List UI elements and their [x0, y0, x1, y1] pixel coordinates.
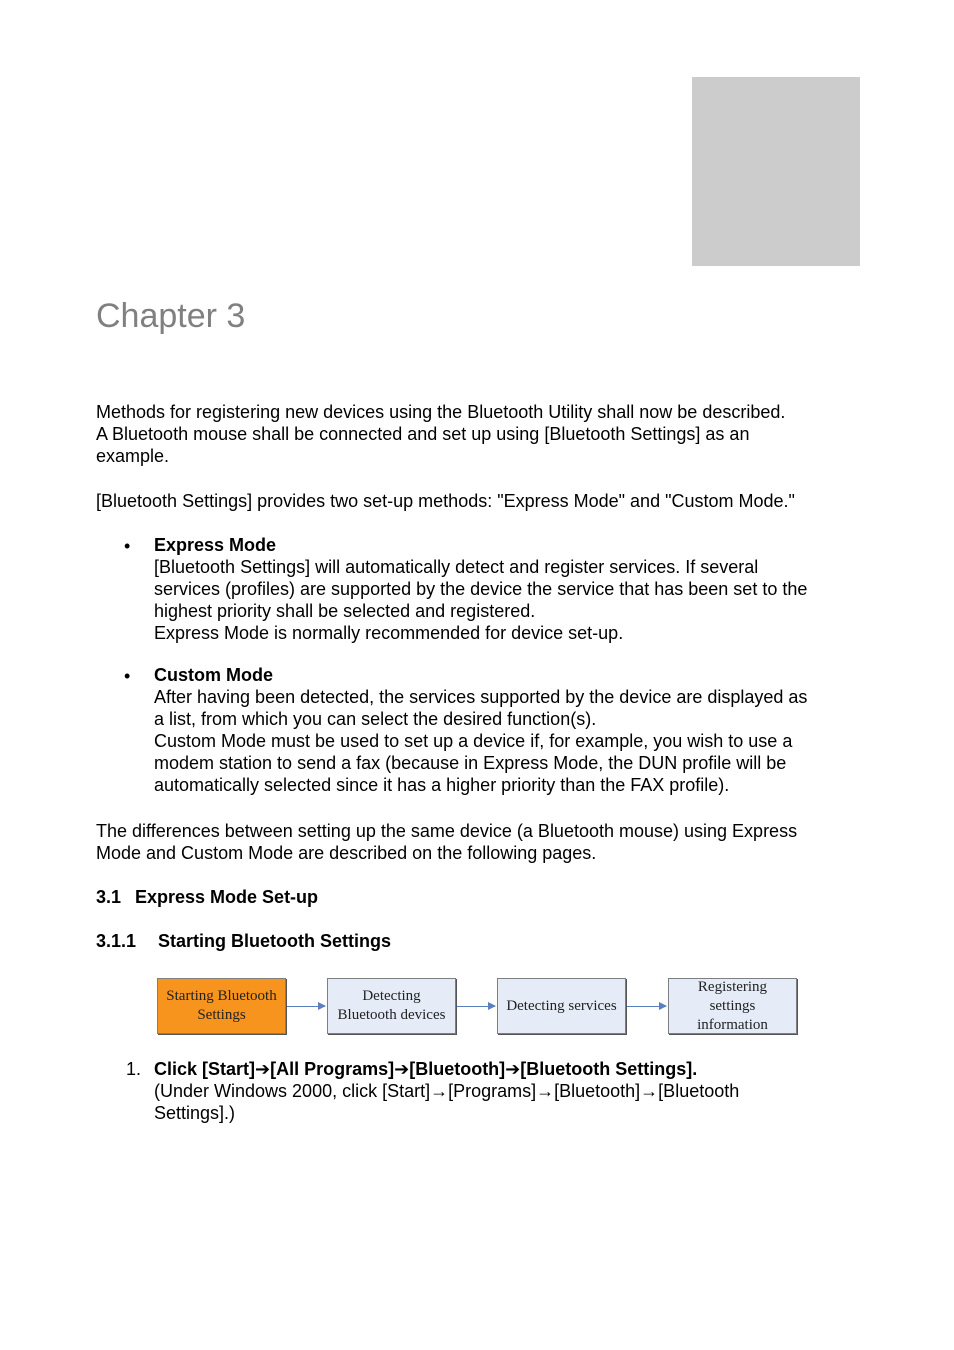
differences-line: Mode and Custom Mode are described on the following pages. [96, 843, 597, 863]
flow-step-label: Detecting services [506, 997, 617, 1014]
flow-step-label: Registering [697, 978, 768, 995]
flow-step-label: settings [709, 997, 756, 1014]
bullet-line: Custom Mode must be used to set up a device if, for example, you wish to use a [154, 731, 793, 751]
flow-step-registering-settings [668, 978, 797, 1034]
step-1-instructions [154, 1058, 874, 1124]
flow-step-label: Starting Bluetooth [166, 988, 277, 1004]
step-number: 1. [126, 1059, 142, 1079]
section-heading-3-1-1 [96, 930, 391, 952]
chapter-title: Chapter 3 [96, 297, 246, 335]
bullet-line: [Bluetooth Settings] will automatically detect and register services. If several [154, 557, 759, 577]
flow-step-label: information [697, 1016, 768, 1033]
section-title: Express Mode Set-up [135, 887, 319, 907]
section-number: 3.1.1 [96, 931, 137, 951]
flow-step-label: Detecting [362, 988, 421, 1004]
differences-paragraph [96, 820, 876, 864]
methods-sentence-text: [Bluetooth Settings] provides two set-up methods: "Express Mode" and "Custom Mode." [96, 491, 795, 511]
bullet-express-mode [154, 534, 874, 644]
bullet-line: After having been detected, the services supported by the device are displayed as [154, 687, 808, 707]
section-number: 3.1 [96, 887, 122, 907]
bullet-dot-icon: • [124, 666, 131, 686]
bullet-dot-icon: • [124, 536, 131, 556]
bullet-line: a list, from which you can select the desired function(s). [154, 709, 597, 729]
intro-line: example. [96, 446, 170, 466]
intro-paragraph [96, 401, 876, 467]
flow-step-starting-settings [157, 978, 286, 1034]
bullet-line: services (profiles) are supported by the device the service that has been set to the [154, 579, 808, 599]
corner-decoration-box [692, 77, 860, 266]
bullet-line: highest priority shall be selected and registered. [154, 601, 536, 621]
bullet-line: automatically selected since it has a higher priority than the FAX profile). [154, 775, 730, 795]
section-title: Starting Bluetooth Settings [158, 931, 391, 951]
methods-sentence [96, 490, 876, 512]
flow-arrow-icon [457, 1006, 495, 1007]
bullet-title: Custom Mode [154, 665, 273, 685]
flow-step-detecting-services [497, 978, 626, 1034]
flow-arrow-icon [627, 1006, 666, 1007]
bullet-custom-mode [154, 664, 874, 796]
differences-line: The differences between setting up the same device (a Bluetooth mouse) using Express [96, 821, 798, 841]
flow-arrow-icon [287, 1006, 325, 1007]
flow-step-label: Settings [197, 1007, 246, 1023]
intro-line: Methods for registering new devices using the Bluetooth Utility shall now be described. [96, 402, 786, 422]
flow-step-detecting-devices [327, 978, 456, 1034]
step-command: Click [Start]➔[All Programs]➔[Bluetooth]➔[Bluetooth Settings]. [154, 1059, 698, 1079]
bullet-line: modem station to send a fax (because in Express Mode, the DUN profile will be [154, 753, 787, 773]
step-line: Settings].) [154, 1103, 236, 1123]
bullet-title: Express Mode [154, 535, 277, 555]
section-heading-3-1 [96, 886, 318, 908]
intro-line: A Bluetooth mouse shall be connected and set up using [Bluetooth Settings] as an [96, 424, 750, 444]
bullet-line: Express Mode is normally recommended for device set-up. [154, 623, 624, 643]
flow-step-label: Bluetooth devices [337, 1007, 446, 1023]
step-line: (Under Windows 2000, click [Start]→[Programs]→[Bluetooth]→[Bluetooth [154, 1081, 740, 1101]
